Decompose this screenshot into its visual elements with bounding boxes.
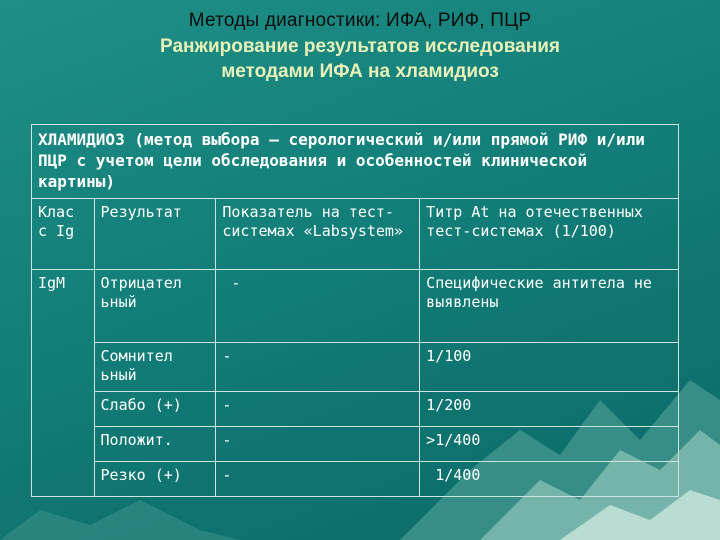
table-row (32, 343, 679, 392)
titer-cell: >1/400 (420, 427, 679, 462)
column-header-titer: Титр At на отечественных тест-системах (1/100) (420, 199, 679, 270)
title-line-1: Методы диагностики: ИФА, РИФ, ПЦР (188, 10, 532, 31)
titer-cell: 1/400 (420, 462, 679, 497)
labsystem-cell: - (216, 343, 420, 392)
table-header: ХЛАМИДИОЗ (метод выбора – серологический и/или прямой РИФ и/или ПЦР с учетом цели обследования и особенностей клинической картины) (32, 125, 679, 199)
column-header-ig-class: Клас с Ig (32, 199, 95, 270)
table-row (32, 462, 679, 497)
labsystem-cell: - (216, 462, 420, 497)
result-cell: Резко (+) (94, 462, 216, 497)
labsystem-cell: - (216, 392, 420, 427)
table-row (32, 270, 679, 343)
titer-cell: 1/100 (420, 343, 679, 392)
labsystem-cell: - (216, 270, 420, 343)
titer-cell: 1/200 (420, 392, 679, 427)
slide-title (0, 8, 720, 84)
result-cell: Положит. (94, 427, 216, 462)
column-header-result: Результат (94, 199, 216, 270)
title-line-3: методами ИФА на хламидиоз (221, 61, 499, 82)
result-cell: Слабо (+) (94, 392, 216, 427)
results-table (31, 124, 679, 497)
ig-class-cell: IgM (32, 270, 95, 497)
result-cell: Сомнител ьный (94, 343, 216, 392)
labsystem-cell: - (216, 427, 420, 462)
table-row (32, 392, 679, 427)
title-line-2: Ранжирование результатов исследования (160, 36, 560, 57)
titer-cell: Специфические антитела не выявлены (420, 270, 679, 343)
column-header-labsystem: Показатель на тест-системах «Labsystem» (216, 199, 420, 270)
table-row (32, 427, 679, 462)
result-cell: Отрицател ьный (94, 270, 216, 343)
